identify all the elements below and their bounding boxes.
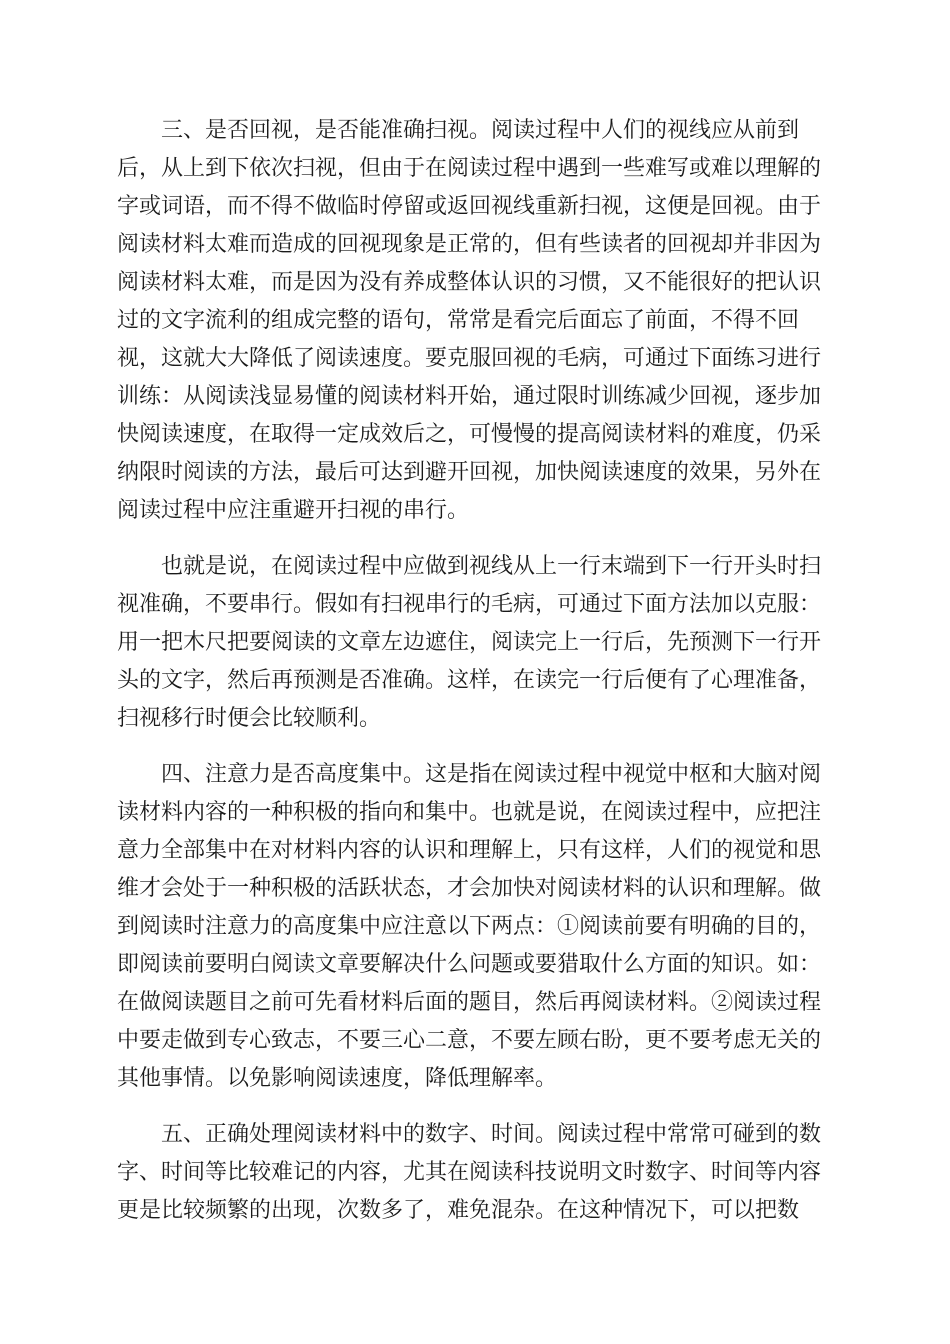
text-line: 后，从上到下依次扫视，但由于在阅读过程中遇到一些难写或难以理解的 [117, 156, 822, 181]
text-line: 中要走做到专心致志，不要三心二意，不要左顾右盼，更不要考虑无关的 [117, 1028, 822, 1053]
text-line: 即阅读前要明白阅读文章要解决什么问题或要猎取什么方面的知识。如： [117, 952, 822, 977]
text-line: 读材料内容的一种积极的指向和集中。也就是说，在阅读过程中，应把注 [117, 800, 822, 825]
text-line: 阅读过程中应注重避开扫视的串行。 [117, 498, 470, 523]
text-line: 字、时间等比较难记的内容，尤其在阅读科技说明文时数字、时间等内容 [117, 1160, 822, 1185]
text-line: 阅读材料太难，而是因为没有养成整体认识的习惯，又不能很好的把认识 [117, 270, 822, 295]
text-line: 其他事情。以免影响阅读速度，降低理解率。 [117, 1066, 558, 1091]
text-line: 到阅读时注意力的高度集中应注意以下两点：①阅读前要有明确的目的， [117, 914, 822, 939]
text-line: 训练：从阅读浅显易懂的阅读材料开始，通过限时训练减少回视，逐步加 [117, 384, 822, 409]
text-line: 也就是说，在阅读过程中应做到视线从上一行末端到下一行开头时扫 [161, 554, 822, 579]
text-line: 用一把木尺把要阅读的文章左边遮住，阅读完上一行后，先预测下一行开 [117, 630, 822, 655]
text-line: 阅读材料太难而造成的回视现象是正常的，但有些读者的回视却并非因为 [117, 232, 822, 257]
text-line: 三、是否回视，是否能准确扫视。阅读过程中人们的视线应从前到 [161, 118, 800, 143]
text-line: 意力全部集中在对材料内容的认识和理解上，只有这样，人们的视觉和思 [117, 838, 822, 863]
text-line: 四、注意力是否高度集中。这是指在阅读过程中视觉中枢和大脑对阅 [161, 762, 822, 787]
text-line: 维才会处于一种积极的活跃状态，才会加快对阅读材料的认识和理解。做 [117, 876, 822, 901]
text-line: 字或词语，而不得不做临时停留或返回视线重新扫视，这便是回视。由于 [117, 194, 822, 219]
text-line: 过的文字流利的组成完整的语句，常常是看完后面忘了前面，不得不回 [117, 308, 800, 333]
text-line: 视，这就大大降低了阅读速度。要克服回视的毛病，可通过下面练习进行 [117, 346, 822, 371]
document-body [117, 112, 833, 1248]
text-line: 更是比较频繁的出现，次数多了，难免混杂。在这种情况下，可以把数 [117, 1198, 800, 1223]
text-line: 纳限时阅读的方法，最后可达到避开回视，加快阅读速度的效果，另外在 [117, 460, 822, 485]
text-line: 视准确，不要串行。假如有扫视串行的毛病，可通过下面方法加以克服： [117, 592, 822, 617]
text-line: 快阅读速度，在取得一定成效后之，可慢慢的提高阅读材料的难度，仍采 [117, 422, 822, 447]
text-line: 扫视移行时便会比较顺利。 [117, 706, 382, 731]
text-line: 五、正确处理阅读材料中的数字、时间。阅读过程中常常可碰到的数 [161, 1122, 822, 1147]
text-line: 头的文字，然后再预测是否准确。这样，在读完一行后便有了心理准备， [117, 668, 822, 693]
paragraph-section-three [117, 112, 833, 530]
paragraph-section-five [117, 1116, 833, 1230]
paragraph-scan-lines [117, 548, 833, 738]
text-line: 在做阅读题目之前可先看材料后面的题目，然后再阅读材料。②阅读过程 [117, 990, 822, 1015]
paragraph-section-four [117, 756, 833, 1098]
